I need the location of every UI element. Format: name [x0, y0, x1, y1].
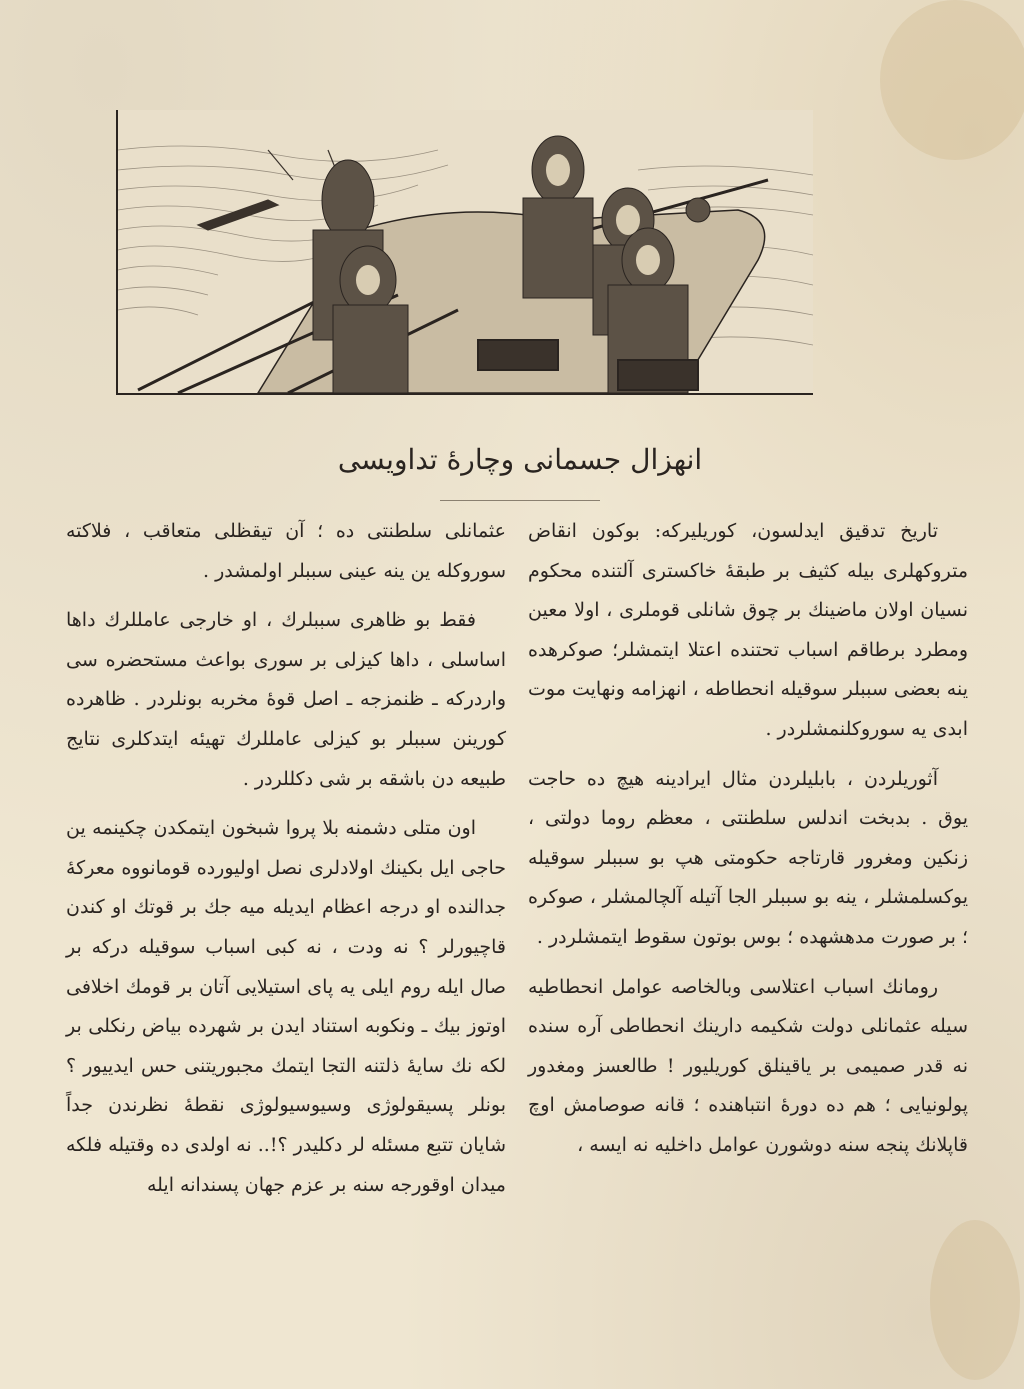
lifeboat-engraving-image [118, 110, 813, 393]
paper-stain [880, 0, 1024, 160]
left-column [66, 512, 506, 1215]
engraving-illustration [116, 110, 813, 395]
paragraph: عثمانلی سلطنتی ده ؛ آن تیقظلی متعاقب ، فلاکته سوروکله ین ینه عینی سببلر اولمشدر . [66, 520, 506, 582]
article-title: انهزال جسمانی وچارهٔ تداویسی [337, 443, 703, 476]
title-divider [440, 500, 600, 501]
paragraph: اون متلی دشمنه بلا پروا شبخون ایتمکدن چکینمه ین حاجی ایل بکینك اولادلری نصل اولیورده قومانووه معرکهٔ جدالنده او درجه اعظام ایدیله میه جك بر قوتك او کندن قاچیورلر ؟ نه ودت ، نه کبی اسباب سوقیله درکه بر صال ایله روم ایلی یه پای استیلایی آتان بر قومك اخلافی اوتوز بیك ـ ونکوبه استناد ایدن بر شهرده بیاض رنکلی بر لکه نك سایهٔ ذلتنه التجا ایتمك مجبوریتنی حس ایدییور ؟ بونلر پسیقولوژی وسیوسیولوژی نقطهٔ نظرندن جداً شایان تتبع مسئله لر دکلیدر ؟!.. نه اولدی ده وقتیله فلکه میدان اوقورجه سنه بر عزم جهان پسندانه ایله [66, 817, 506, 1196]
paper-stain [930, 1220, 1020, 1380]
paragraph: رومانك اسباب اعتلاسی وبالخاصه عوامل انحطاطیه سیله عثمانلی دولت شکیمه دارینك انحطاطی آره سنده نه قدر صمیمی بر یاقینلق کوریلیور ! طالعسز ومغدور پولونیایی ؛ هم ده دورهٔ انتباهنده ؛ قانه صوصامش اوچ قاپلانك پنجه سنه دوشورن عوامل داخلیه نه ایسه ، [528, 975, 968, 1156]
paragraph: فقط بو ظاهری سببلرك ، او خارجی عامللرك داها اساسلی ، داها کیزلی بر سوری بواعث مستحضره سی واردرکه ـ ظنمزجه ـ اصل قوهٔ مخربه بونلردر . ظاهرده کورینن سببلر بو کیزلی عامللرك تهیئه ایتدکلری نتایج طبیعه دن باشقه بر شی دکللردر . [66, 609, 506, 790]
paragraph: آثوریلردن ، بابلیلردن مثال ایرادینه هیچ ده حاجت یوق . بدبخت اندلس سلطنتی ، معظم روما دولتی ، زنکین ومغرور قارتاجه حکومتی هپ بو سببلر سوقیله یوکسلمشلر ، ینه بو سببلر الجا آتیله آلچالمشلر ، صوکره ؛ بر صورت مدهشهده ؛ بوس بوتون سقوط ایتمشلردر . [528, 767, 968, 948]
right-column [528, 512, 968, 1176]
paragraph: تاریخ تدقیق ایدلسون، کوریلیرکه: بوکون انقاض متروکهلری بیله کثیف بر طبقهٔ خاکستری آلتنده محکوم نسیان اولان ماضینك بر چوق شانلی قوملری ، اولا معین ومطرد برطاقم اسباب تحتنده اعتلا ایتمشلر؛ صوکرهده ینه بعضی سببلر سوقیله انحطاطه ، انهزامه ونهایت موت ابدی یه سوروکلنمشلردر . [528, 520, 968, 740]
